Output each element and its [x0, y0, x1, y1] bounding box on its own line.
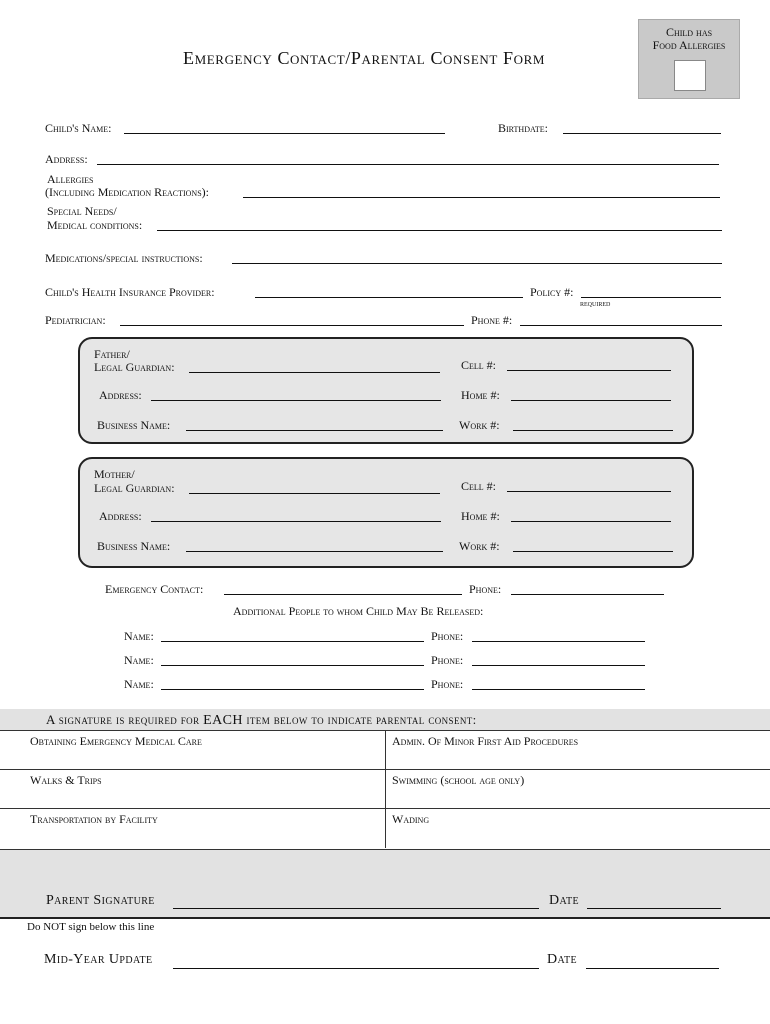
allergy-box-line1: Child has [665, 25, 713, 39]
pediatrician-field[interactable] [120, 325, 464, 326]
allergies-sublabel: (Including Medication Reactions): [45, 185, 209, 199]
food-allergy-checkbox[interactable] [674, 60, 706, 91]
mother-business-label: Business Name: [97, 539, 171, 553]
food-allergy-box [638, 19, 740, 99]
special-needs-field[interactable] [157, 230, 722, 231]
father-address-label: Address: [99, 388, 142, 402]
mother-guardian-section [78, 457, 694, 568]
pediatrician-phone-field[interactable] [520, 325, 722, 326]
mid-year-date-label: Date [547, 952, 578, 967]
consent-table [0, 730, 770, 850]
emergency-contact-label: Emergency Contact: [105, 582, 204, 596]
required-note: required [580, 298, 611, 308]
person-3-name-label: Name: [124, 677, 154, 691]
consent-heading [46, 712, 477, 729]
person-1-phone-label: Phone: [431, 629, 464, 643]
consent-cell-swimming[interactable] [386, 770, 770, 809]
mother-guardian-label: Legal Guardian: [94, 481, 175, 495]
mother-business-field[interactable] [186, 551, 443, 552]
address-label: Address: [45, 152, 88, 166]
address-field[interactable] [97, 164, 719, 165]
mother-title: Mother/ [94, 467, 135, 481]
consent-cell-walks-trips[interactable] [0, 770, 386, 809]
person-3-name-field[interactable] [161, 689, 424, 690]
allergies-label: Allergies [47, 172, 94, 186]
mother-home-label: Home #: [461, 509, 500, 523]
medical-conditions-label: Medical conditions: [47, 218, 143, 232]
consent-heading-pre: A signature is required for [46, 712, 200, 727]
mother-home-field[interactable] [511, 521, 671, 522]
child-name-label: Child's Name: [45, 121, 112, 135]
father-guardian-section [78, 337, 694, 444]
father-cell-label: Cell #: [461, 358, 496, 372]
father-home-label: Home #: [461, 388, 500, 402]
allergy-box-line2: Food Allergies [652, 38, 726, 52]
additional-people-heading: Additional People to whom Child May Be Released: [233, 604, 484, 618]
consent-item-label: Obtaining Emergency Medical Care [30, 734, 202, 748]
do-not-sign-note: Do NOT sign below this line [27, 921, 155, 933]
person-2-name-field[interactable] [161, 665, 424, 666]
pediatrician-label: Pediatrician: [45, 313, 106, 327]
father-cell-field[interactable] [507, 370, 671, 371]
medications-label: Medications/special instructions: [45, 251, 203, 265]
mother-cell-field[interactable] [507, 491, 671, 492]
mid-year-update-label: Mid-Year Update [44, 952, 153, 967]
consent-cell-wading[interactable] [386, 809, 770, 848]
parent-signature-date-label: Date [549, 893, 580, 908]
emergency-phone-label: Phone: [469, 582, 502, 596]
birthdate-label: Birthdate: [498, 121, 548, 135]
consent-item-label: Transportation by Facility [30, 812, 158, 826]
consent-item-label: Swimming (school age only) [392, 773, 525, 787]
mother-work-label: Work #: [459, 539, 500, 553]
policy-label: Policy #: [530, 285, 574, 299]
parent-signature-field[interactable] [173, 908, 539, 909]
mid-year-update-field[interactable] [173, 968, 539, 969]
consent-item-label: Wading [392, 812, 430, 826]
mother-address-label: Address: [99, 509, 142, 523]
consent-heading-post: item below to indicate parental consent: [246, 712, 477, 727]
mid-year-date-field[interactable] [586, 968, 719, 969]
consent-cell-emergency-medical[interactable] [0, 731, 386, 770]
do-not-sign-divider [0, 917, 770, 919]
consent-cell-transportation[interactable] [0, 809, 386, 848]
father-business-field[interactable] [186, 430, 443, 431]
father-address-field[interactable] [151, 400, 441, 401]
consent-item-label: Admin. Of Minor First Aid Procedures [392, 734, 579, 748]
mother-work-field[interactable] [513, 551, 673, 552]
father-home-field[interactable] [511, 400, 671, 401]
pediatrician-phone-label: Phone #: [471, 313, 513, 327]
child-name-field[interactable] [124, 133, 445, 134]
father-work-field[interactable] [513, 430, 673, 431]
person-2-phone-label: Phone: [431, 653, 464, 667]
mother-cell-label: Cell #: [461, 479, 496, 493]
person-1-phone-field[interactable] [472, 641, 645, 642]
emergency-phone-field[interactable] [511, 594, 664, 595]
parent-signature-date-field[interactable] [587, 908, 721, 909]
person-3-phone-label: Phone: [431, 677, 464, 691]
birthdate-field[interactable] [563, 133, 721, 134]
medications-field[interactable] [232, 263, 722, 264]
father-work-label: Work #: [459, 418, 500, 432]
consent-item-label: Walks & Trips [30, 773, 102, 787]
special-needs-label: Special Needs/ [47, 204, 117, 218]
person-2-name-label: Name: [124, 653, 154, 667]
allergies-field[interactable] [243, 197, 720, 198]
mother-address-field[interactable] [151, 521, 441, 522]
insurance-field[interactable] [255, 297, 523, 298]
father-business-label: Business Name: [97, 418, 171, 432]
parent-signature-label: Parent Signature [46, 893, 155, 908]
emergency-contact-field[interactable] [224, 594, 462, 595]
consent-cell-first-aid[interactable] [386, 731, 770, 770]
insurance-label: Child's Health Insurance Provider: [45, 285, 215, 299]
father-title: Father/ [94, 347, 130, 361]
father-guardian-label: Legal Guardian: [94, 360, 175, 374]
mother-name-field[interactable] [189, 493, 440, 494]
person-1-name-field[interactable] [161, 641, 424, 642]
person-1-name-label: Name: [124, 629, 154, 643]
consent-heading-each: EACH [203, 713, 243, 728]
father-name-field[interactable] [189, 372, 440, 373]
person-2-phone-field[interactable] [472, 665, 645, 666]
person-3-phone-field[interactable] [472, 689, 645, 690]
form-title: Emergency Contact/Parental Consent Form [183, 48, 546, 68]
